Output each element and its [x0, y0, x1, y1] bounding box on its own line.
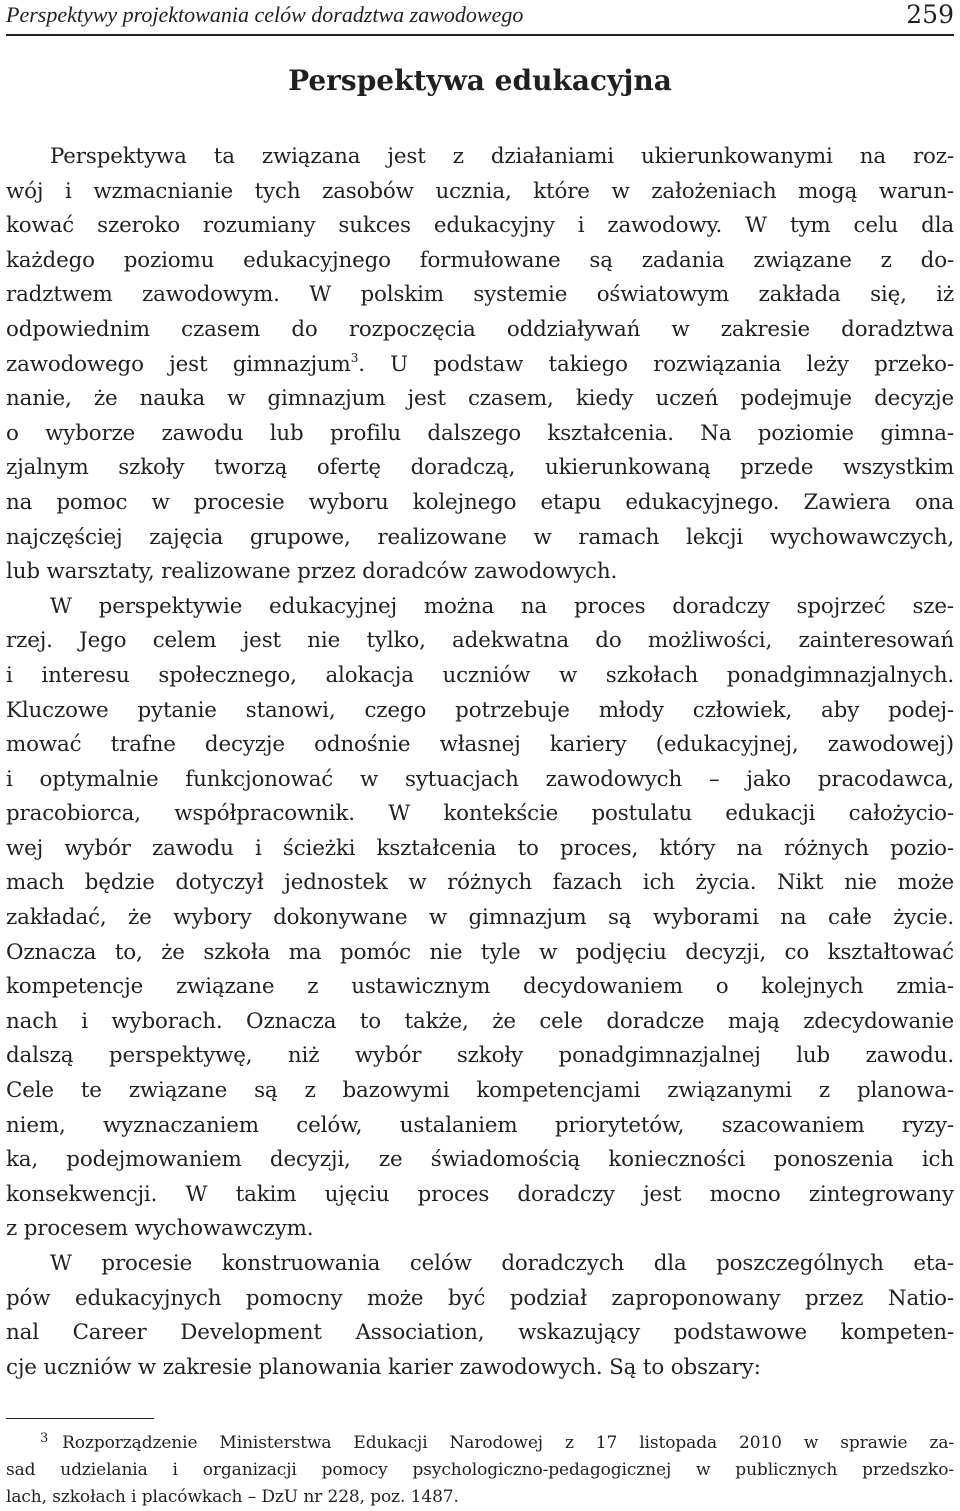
- body-line: odpowiednim czasem do rozpoczęcia oddziaływań w zakresie doradztwa: [6, 316, 954, 342]
- body-line: o wyborze zawodu lub profilu dalszego kształcenia. Na poziomie gimna-: [6, 420, 954, 446]
- body-line: cje uczniów w zakresie planowania karier zawodowych. Są to obszary:: [6, 1354, 761, 1380]
- body-line: zjalnym szkoły tworzą ofertę doradczą, ukierunkowaną przede wszystkim: [6, 455, 954, 481]
- body-line: każdego poziomu edukacyjnego formułowane są zadania związane z do-: [6, 247, 954, 273]
- footnote-line: [6, 1430, 954, 1457]
- body-line: i optymalnie funkcjonować w sytuacjach zawodowych – jako pracodawca,: [6, 766, 954, 792]
- body-line: W procesie konstruowania celów doradczych dla poszczególnych eta-: [50, 1251, 954, 1276]
- body-line: najczęściej zajęcia grupowe, realizowane w ramach lekcji wychowawczych,: [6, 524, 954, 550]
- footnote: [6, 1430, 954, 1510]
- body-line: wej wybór zawodu i ścieżki kształcenia to proces, który na różnych pozio-: [6, 835, 954, 861]
- footnote-rule: [6, 1418, 154, 1419]
- body-line: mować trafne decyzje odnośnie własnej kariery (edukacyjnej, zawodowej): [6, 732, 954, 758]
- body-line: lub warsztaty, realizowane przez doradców zawodowych.: [6, 559, 618, 585]
- running-title: Perspektywy projektowania celów doradztwa zawodowego: [6, 2, 524, 27]
- body-line: radztwem zawodowym. W polskim systemie oświatowym zakłada się, iż: [6, 282, 954, 308]
- body-line: nach i wyborach. Oznacza to także, że cele doradcze mają zdecydowanie: [6, 1008, 954, 1034]
- footnote-number: 3: [40, 1431, 49, 1446]
- body-line: Kluczowe pytanie stanowi, czego potrzebuje młody człowiek, aby podej-: [6, 697, 954, 723]
- body-line: Oznacza to, że szkoła ma pomóc nie tyle w podjęciu decyzji, co kształtować: [6, 939, 954, 965]
- body-line: z procesem wychowawczym.: [6, 1216, 314, 1242]
- footnote-line: lach, szkołach i placówkach – DzU nr 228, poz. 1487.: [6, 1486, 459, 1507]
- footnote-text: Rozporządzenie Ministerstwa Edukacji Narodowej z 17 listopada 2010 w sprawie za-: [62, 1433, 954, 1453]
- body-line: [6, 348, 954, 383]
- body-line: pów edukacyjnych pomocny może być podział zaproponowany przez Natio-: [6, 1285, 954, 1311]
- page-number: 259: [906, 0, 954, 29]
- body-line: Perspektywa ta związana jest z działaniami ukierunkowanymi na roz-: [50, 144, 954, 169]
- body-line: rzej. Jego celem jest nie tylko, adekwatna do możliwości, zainteresowań: [6, 628, 954, 654]
- header-rule: [6, 34, 954, 36]
- body-text: [6, 140, 954, 1385]
- body-line-part: zawodowego jest gimnazjum: [6, 351, 351, 377]
- body-line: dalszą perspektywę, niż wybór szkoły ponadgimnazjalnej lub zawodu.: [6, 1043, 954, 1069]
- body-line-part: . U podstaw takiego rozwiązania leży przeko-: [358, 351, 954, 377]
- body-line: niem, wyznaczaniem celów, ustalaniem priorytetów, szacowaniem ryzy-: [6, 1112, 954, 1138]
- body-line: zakładać, że wybory dokonywane w gimnazjum są wyborami na całe życie.: [6, 905, 954, 931]
- body-line: W perspektywie edukacyjnej można na proces doradczy spojrzeć sze-: [50, 593, 954, 619]
- body-line: kować szeroko rozumiany sukces edukacyjny i zawodowy. W tym celu dla: [6, 213, 954, 239]
- running-header: [6, 0, 954, 34]
- body-line: Cele te związane są z bazowymi kompetencjami związanymi z planowa-: [6, 1078, 954, 1104]
- footnote-reference[interactable]: 3: [350, 350, 359, 365]
- body-line: mach będzie dotyczył jednostek w różnych fazach ich życia. Nikt nie może: [6, 870, 954, 896]
- body-line: wój i wzmacnianie tych zasobów ucznia, które w założeniach mogą warun-: [6, 178, 954, 204]
- body-line: konsekwencji. W takim ujęciu proces doradczy jest mocno zintegrowany: [6, 1181, 954, 1207]
- body-line: nal Career Development Association, wskazujący podstawowe kompeten-: [6, 1320, 954, 1346]
- body-line: na pomoc w procesie wyboru kolejnego etapu edukacyjnego. Zawiera ona: [6, 489, 954, 515]
- body-line: i interesu społecznego, alokacja uczniów w szkołach ponadgimnazjalnych.: [6, 662, 954, 688]
- section-title: Perspektywa edukacyjna: [288, 64, 672, 97]
- body-line: pracobiorca, współpracownik. W kontekście postulatu edukacji całożycio-: [6, 801, 954, 827]
- footnote-line: sad udzielania i organizacji pomocy psychologiczno-pedagogicznej w publicznych przedszko-: [6, 1459, 954, 1480]
- body-line: ka, podejmowaniem decyzji, ze świadomością konieczności ponoszenia ich: [6, 1147, 954, 1173]
- body-line: kompetencje związane z ustawicznym decydowaniem o kolejnych zmia-: [6, 974, 954, 1000]
- body-line: nanie, że nauka w gimnazjum jest czasem, kiedy uczeń podejmuje decyzje: [6, 386, 954, 412]
